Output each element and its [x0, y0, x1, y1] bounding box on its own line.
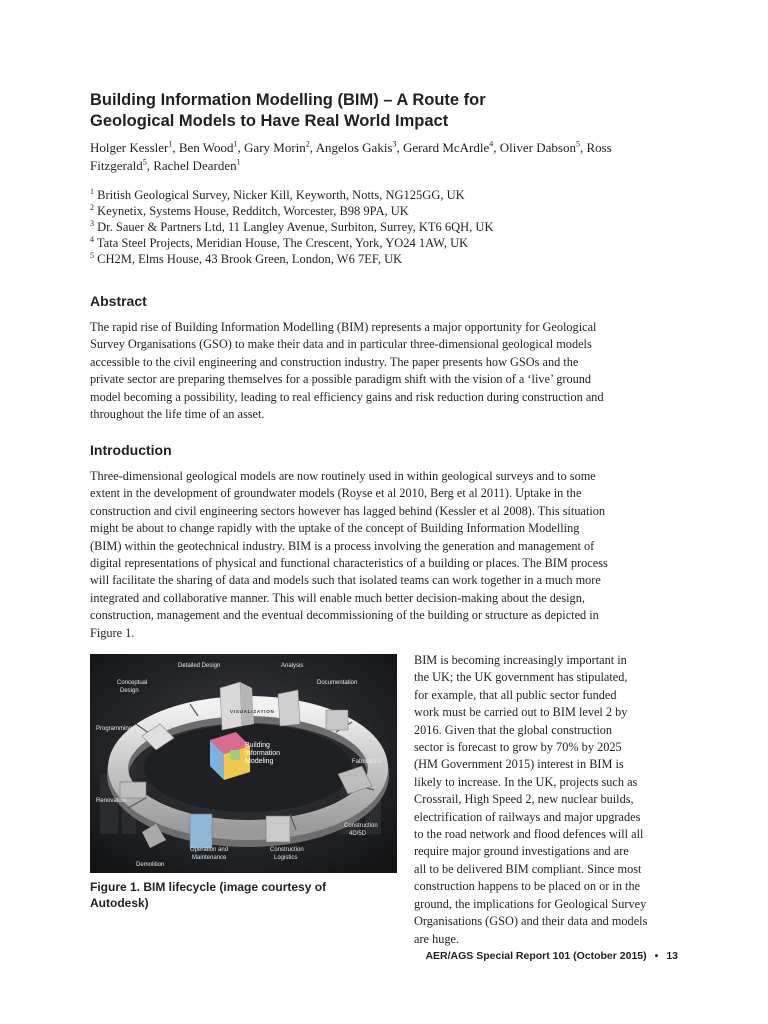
author-affiliation-number: 2: [305, 139, 310, 149]
abstract-heading: Abstract: [90, 293, 147, 309]
side-column-line: electrification of railways and major upgrades: [414, 809, 641, 824]
side-column-line: for example, that all public sector funded: [414, 687, 617, 702]
author-name: Ross: [586, 140, 612, 155]
abstract-line: Survey Organisations (GSO) to make their data and in particular three-dimensional geological models: [90, 337, 592, 352]
label-logistics-2: Logistics: [274, 855, 298, 861]
affiliation: [90, 251, 690, 267]
side-column-line: ground, the implications for Geological Survey: [414, 896, 647, 911]
author-name: Fitzgerald: [90, 157, 143, 173]
introduction-line: construction and civil engineering sectors however has lagged behind (Kessler et al 2008). This situation: [90, 503, 606, 518]
abstract-line: accessible to the civil engineering and construction industry. The paper presents how GSOs and the: [90, 354, 579, 369]
affiliation-number: 4: [90, 234, 94, 244]
side-column-line: Crossrail, High Speed 2, new nuclear builds,: [414, 792, 634, 807]
author: [244, 140, 310, 155]
author-affiliation-number: 5: [142, 157, 147, 167]
abstract-line: private sector are preparing themselves for a possible paradigm shift with the vision of a ‘live’ ground: [90, 372, 592, 387]
label-conceptual-design-1: Conceptual: [117, 680, 148, 686]
affiliation: [90, 235, 690, 251]
affiliation-text: CH2M, Elms House, 43 Brook Green, London, W6 7EF, UK: [97, 252, 403, 266]
author: [316, 140, 397, 155]
introduction-line: integrated and collaborative manner. This will enable much better decision-making about the design,: [90, 590, 585, 605]
author-affiliation-number: 1: [233, 139, 238, 149]
label-visualization: VISUALIZATION: [230, 709, 275, 714]
label-construction-4d-1: Construction: [344, 823, 378, 829]
label-operation-2: Maintenance: [192, 855, 227, 861]
abstract-line: throughout the life time of an asset.: [90, 407, 265, 422]
side-column-line: all to be delivered BIM compliant. Since most: [414, 861, 642, 876]
side-column-line: work must be carried out to BIM level 2 by: [414, 705, 628, 720]
side-column-text: [414, 652, 682, 948]
introduction-line: Three-dimensional geological models are now routinely used in within geological surveys and to some: [90, 469, 596, 483]
author-affiliation-number: 1: [168, 139, 173, 149]
title-line-1: Building Information Modelling (BIM) – A Route for: [90, 91, 486, 109]
side-column-line: are huge.: [414, 931, 460, 946]
affiliation-list: [90, 187, 690, 267]
side-column-line: Organisations (GSO) and their data and models: [414, 914, 648, 929]
label-documentation: Documentation: [317, 680, 358, 686]
affiliation-text: British Geological Survey, Nicker Kill, Keyworth, Notts, NG125GG, UK: [97, 188, 465, 202]
abstract-line: model becoming a possibility, leading to real efficiency gains and risk reduction during construction and: [90, 389, 604, 404]
page-footer: [425, 950, 678, 962]
introduction-line: (BIM) within the geotechnical industry. BIM is a process involving the generation and management of: [90, 538, 595, 553]
introduction-heading: Introduction: [90, 442, 172, 458]
bim-lifecycle-figure: [90, 654, 397, 873]
title-line-2: Geological Models to Have Real World Impact: [90, 112, 449, 130]
side-column-line: to the road network and flood defences will all: [414, 827, 644, 842]
author-name: Gary Morin: [244, 140, 306, 155]
introduction-line: construction, management and the eventual decommissioning of the building or structure as depicted in: [90, 608, 599, 623]
introduction-body: [90, 468, 680, 642]
side-column-line: (HM Government 2015) interest in BIM is: [414, 757, 624, 772]
author: [179, 140, 238, 155]
author-name: Oliver Dabson: [499, 140, 576, 155]
affiliation-number: 5: [90, 250, 94, 260]
author: [403, 140, 493, 155]
label-demolition: Demolition: [136, 862, 165, 868]
side-column-line: BIM is becoming increasingly important in: [414, 653, 627, 667]
author-name: Gerard McArdle: [403, 140, 490, 155]
author-affiliation-number: 5: [575, 139, 580, 149]
abstract-line: The rapid rise of Building Information Modelling (BIM) represents a major opportunity for Geological: [90, 320, 597, 334]
author: [500, 140, 580, 155]
author-name: Angelos Gakis: [315, 140, 393, 155]
affiliation-text: Dr. Sauer & Partners Ltd, 11 Langley Avenue, Surbiton, Surrey, KT6 6QH, UK: [97, 220, 494, 234]
label-logistics-1: Construction: [270, 847, 304, 853]
caption-line-1: Figure 1. BIM lifecycle (image courtesy of: [90, 880, 327, 894]
side-column-line: likely to increase. In the UK, projects such as: [414, 774, 638, 789]
label-conceptual-design-2: Design: [120, 688, 139, 694]
label-renovation: Renovation: [96, 798, 127, 804]
caption-line-2: Autodesk): [90, 895, 149, 910]
author-affiliation-number: 1: [236, 157, 241, 167]
introduction-line: will facilitate the sharing of data and models such that isolated teams can work together in a much more: [90, 573, 601, 588]
figure-caption: [90, 880, 400, 911]
side-column-line: the UK; the UK government has stipulated,: [414, 670, 628, 685]
affiliation: [90, 187, 690, 203]
affiliation: [90, 219, 690, 235]
footer-journal: AER/AGS Special Report 101 (October 2015): [425, 950, 647, 962]
introduction-line: extent in the development of groundwater models (Royse et al 2010, Berg et al 2011). Uptake in the: [90, 486, 582, 501]
affiliation-number: 2: [90, 202, 94, 212]
author-affiliation-number: 4: [489, 139, 494, 149]
label-construction-4d-2: 4D/5D: [349, 831, 367, 837]
label-analysis: Analysis: [281, 663, 304, 669]
label-center-1: Building: [245, 742, 270, 749]
paper-title: [90, 90, 690, 132]
footer-bullet: •: [654, 950, 659, 962]
affiliation: [90, 203, 690, 219]
author-line-1: Holger Kessler$^1$, Ben Wood$^1$, Gary Morin$^2$, Angelos Gakis$^3$, Gerard McArdle$^4$, Oliver Dabson$^5$, Ross: [90, 139, 612, 155]
author: [586, 140, 611, 155]
author: [153, 158, 240, 173]
bim-lifecycle-diagram: [90, 654, 397, 873]
affiliation-number: 1: [90, 186, 94, 196]
author: [90, 158, 147, 173]
introduction-line: might be about to change rapidly with the uptake of the concept of Building Information Modelling: [90, 521, 580, 536]
author-name: Holger Kessler: [90, 140, 169, 155]
introduction-line: digital representations of physical and functional characteristics of a building or places. The BIM process: [90, 556, 608, 571]
author-affiliation-number: 3: [392, 139, 397, 149]
affiliation-text: Tata Steel Projects, Meridian House, The Crescent, York, YO24 1AW, UK: [96, 236, 469, 250]
label-detailed-design: Detailed Design: [178, 663, 221, 669]
author-list: [90, 139, 680, 174]
side-column-line: construction happens to be placed on or in the: [414, 879, 641, 894]
introduction-line: Figure 1.: [90, 625, 135, 640]
side-column-line: sector is forecast to grow by 70% by 2025: [414, 740, 622, 755]
label-center-3: Modeling: [245, 758, 274, 765]
label-programming: Programming: [96, 726, 133, 732]
affiliation-number: 3: [90, 218, 94, 228]
author-name: Ben Wood: [178, 140, 234, 155]
author-name: Rachel Dearden: [153, 157, 237, 173]
side-column-line: require major ground investigations and are: [414, 844, 629, 859]
side-column-line: 2016. Given that the global construction: [414, 722, 613, 737]
label-center-2: Information: [245, 750, 281, 757]
label-fabrication: Fabrication: [352, 759, 382, 765]
author: [90, 140, 172, 155]
affiliation-text: Keynetix, Systems House, Redditch, Worcester, B98 9PA, UK: [97, 204, 409, 218]
abstract-body: [90, 319, 680, 423]
label-operation-1: Operation and: [190, 847, 229, 853]
page-number: 13: [666, 950, 678, 962]
author-line-2: Fitzgerald$^5$, Rachel Dearden$^1$: [90, 157, 241, 173]
